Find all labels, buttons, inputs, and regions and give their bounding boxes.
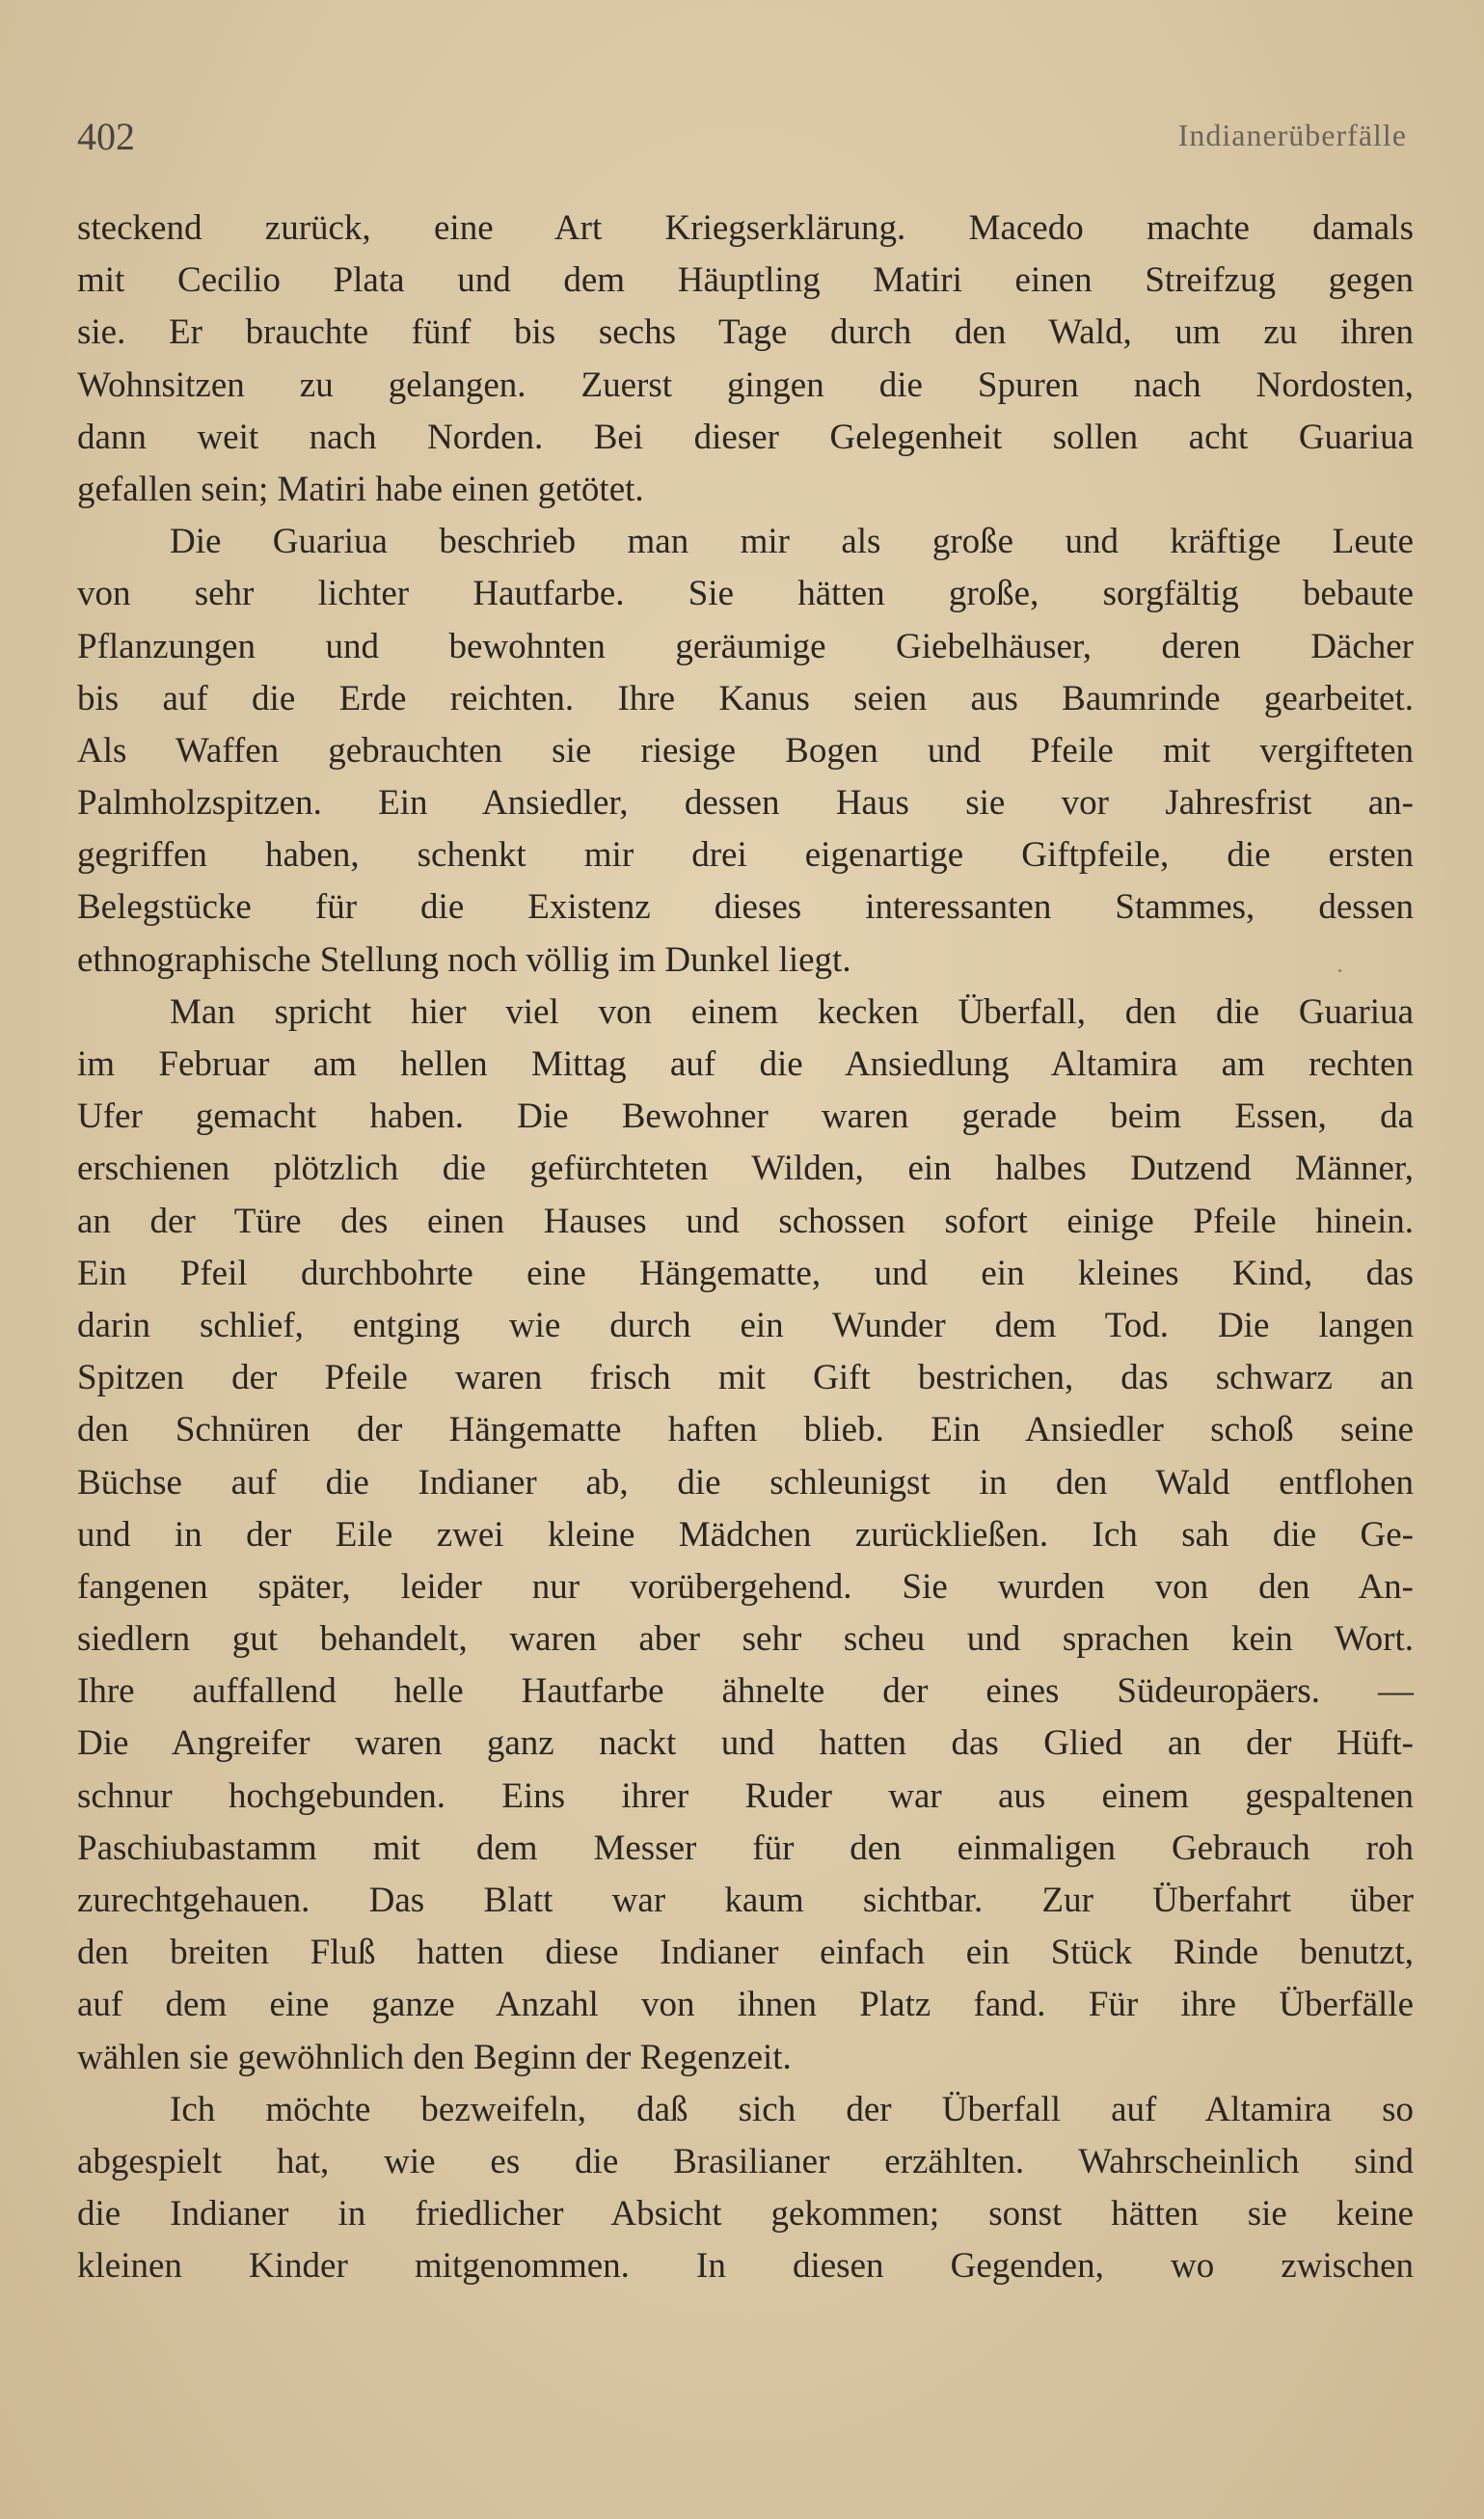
paragraph-start-line: Ich möchte bezweifeln, daß sich der Überfall auf Altamira so xyxy=(170,2089,1414,2129)
text-line: den breiten Fluß hatten diese Indianer einfach ein Stück Rinde benutzt, xyxy=(77,1933,1414,1973)
text-line: steckend zurück, eine Art Kriegserklärung. Macedo machte damals xyxy=(77,208,1414,248)
text-line: Ein Pfeil durchbohrte eine Hängematte, und ein kleines Kind, das xyxy=(77,1253,1414,1293)
text-line: Als Waffen gebrauchten sie riesige Bogen und Pfeile mit vergifteten xyxy=(77,730,1414,771)
text-line: und in der Eile zwei kleine Mädchen zurückließen. Ich sah die Ge- xyxy=(77,1514,1414,1555)
running-title: Indianerüberfälle xyxy=(1177,118,1407,152)
text-line: schnur hochgebunden. Eins ihrer Ruder war aus einem gespaltenen xyxy=(77,1775,1414,1816)
text-line: erschienen plötzlich die gefürchteten Wilden, ein halbes Dutzend Männer, xyxy=(77,1149,1414,1189)
text-line: gefallen sein; Matiri habe einen getötet. xyxy=(77,469,644,509)
text-line: mit Cecilio Plata und dem Häuptling Matiri einen Streifzug gegen xyxy=(77,260,1414,301)
text-line: ethnographische Stellung noch völlig im Dunkel liegt. xyxy=(77,939,851,980)
text-line: Paschiubastamm mit dem Messer für den einmaligen Gebrauch roh xyxy=(77,1828,1414,1868)
paper-speck xyxy=(1338,969,1341,972)
text-line: dann weit nach Norden. Bei dieser Gelegenheit sollen acht Guariua xyxy=(77,417,1414,457)
text-line: darin schlief, entging wie durch ein Wunder dem Tod. Die langen xyxy=(77,1305,1414,1345)
text-line: Büchse auf die Indianer ab, die schleunigst in den Wald entflohen xyxy=(77,1462,1414,1503)
text-line: den Schnüren der Hängematte haften blieb. Ein Ansiedler schoß seine xyxy=(77,1410,1414,1450)
body-text xyxy=(77,203,1414,2293)
text-line: siedlern gut behandelt, waren aber sehr scheu und sprachen kein Wort. xyxy=(77,1619,1414,1660)
text-line: an der Türe des einen Hauses und schossen sofort einige Pfeile hinein. xyxy=(77,1201,1414,1241)
text-line: Pflanzungen und bewohnten geräumige Giebelhäuser, deren Dächer xyxy=(77,626,1414,666)
text-line: die Indianer in friedlicher Absicht gekommen; sonst hätten sie keine xyxy=(77,2194,1414,2235)
paragraph-start-line: Man spricht hier viel von einem kecken Überfall, den die Guariua xyxy=(170,991,1414,1032)
paragraph-start-line: Die Guariua beschrieb man mir als große und kräftige Leute xyxy=(170,522,1414,562)
text-line: von sehr lichter Hautfarbe. Sie hätten große, sorgfältig bebaute xyxy=(77,574,1414,614)
text-line: im Februar am hellen Mittag auf die Ansiedlung Altamira am rechten xyxy=(77,1044,1414,1084)
text-line: abgespielt hat, wie es die Brasilianer erzählten. Wahrscheinlich sind xyxy=(77,2141,1414,2181)
text-line: Spitzen der Pfeile waren frisch mit Gift bestrichen, das schwarz an xyxy=(77,1358,1414,1398)
page-number: 402 xyxy=(77,115,135,158)
text-line: sie. Er brauchte fünf bis sechs Tage durch den Wald, um zu ihren xyxy=(77,312,1414,353)
text-line: gegriffen haben, schenkt mir drei eigenartige Giftpfeile, die ersten xyxy=(77,835,1414,876)
text-line: bis auf die Erde reichten. Ihre Kanus seien aus Baumrinde gearbeitet. xyxy=(77,678,1414,718)
page-header xyxy=(77,114,1407,162)
text-line: fangenen später, leider nur vorübergehend. Sie wurden von den An- xyxy=(77,1566,1414,1607)
text-line: kleinen Kinder mitgenommen. In diesen Gegenden, wo zwischen xyxy=(77,2246,1414,2287)
text-line: Die Angreifer waren ganz nackt und hatten das Glied an der Hüft- xyxy=(77,1723,1414,1764)
text-line: wählen sie gewöhnlich den Beginn der Regenzeit. xyxy=(77,2037,792,2077)
text-line: Ufer gemacht haben. Die Bewohner waren gerade beim Essen, da xyxy=(77,1097,1414,1137)
text-line: Ihre auffallend helle Hautfarbe ähnelte der eines Südeuropäers. — xyxy=(77,1671,1414,1712)
text-line: Wohnsitzen zu gelangen. Zuerst gingen die Spuren nach Nordosten, xyxy=(77,365,1414,405)
text-line: Belegstücke für die Existenz dieses interessanten Stammes, dessen xyxy=(77,887,1414,928)
text-line: auf dem eine ganze Anzahl von ihnen Platz fand. Für ihre Überfälle xyxy=(77,1985,1414,2025)
text-line: Palmholzspitzen. Ein Ansiedler, dessen Haus sie vor Jahresfrist an- xyxy=(77,783,1414,824)
text-line: zurechtgehauen. Das Blatt war kaum sichtbar. Zur Überfahrt über xyxy=(77,1881,1414,1920)
